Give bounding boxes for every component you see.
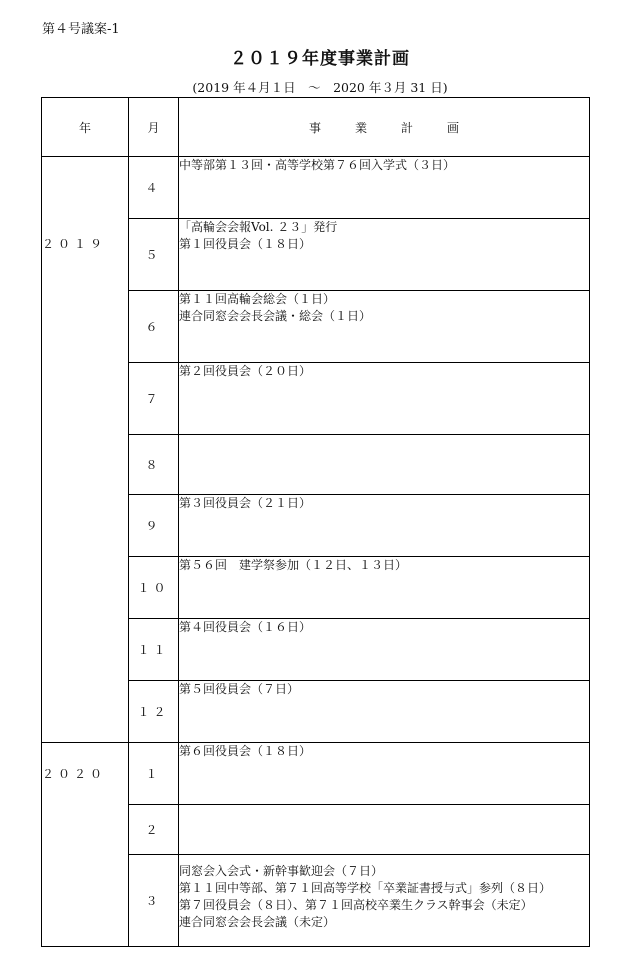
event-line: 第７回役員会（８日）、第７１回高校卒業生クラス幹事会（未定） xyxy=(179,898,533,912)
event-cell xyxy=(179,219,590,291)
month-cell: ３ xyxy=(129,855,179,947)
document-number-label: 第４号議案-1 xyxy=(42,22,120,37)
event-cell xyxy=(179,681,590,743)
month-cell: １０ xyxy=(129,557,179,619)
column-header-month: 月 xyxy=(129,98,179,157)
event-line: 第５回役員会（７日） xyxy=(179,682,300,696)
column-header-year: 年 xyxy=(42,98,129,157)
page-title: ２０１９年度事業計画 xyxy=(230,49,410,69)
event-line: 第１回役員会（１８日） xyxy=(179,237,312,251)
event-line: 第３回役員会（２１日） xyxy=(179,496,312,510)
month-cell: ５ xyxy=(129,219,179,291)
event-cell xyxy=(179,291,590,363)
event-line: 第５６回 建学祭参加（１２日、１３日） xyxy=(179,558,408,572)
event-cell xyxy=(179,855,590,947)
table-header-row xyxy=(42,98,590,157)
event-line: 第４回役員会（１６日） xyxy=(179,620,312,634)
event-line: 連合同窓会会長会議・総会（１日） xyxy=(179,309,372,323)
fiscal-period: (2019 年４月１日 ～ 2020 年３月 31 日) xyxy=(192,80,448,95)
table-row xyxy=(42,743,590,805)
event-line: 第６回役員会（１８日） xyxy=(179,744,312,758)
column-header-plan: 事業計画 xyxy=(179,98,590,157)
event-line: 連合同窓会会長会議（未定） xyxy=(179,915,336,929)
event-line: 「高輪会会報Vol. ２３」発行 xyxy=(179,220,338,234)
month-cell: ６ xyxy=(129,291,179,363)
table-body xyxy=(42,157,590,947)
year-cell: ２０１９ xyxy=(42,157,129,743)
event-line: 同窓会入会式・新幹事歓迎会（７日） xyxy=(179,864,384,878)
month-cell: ４ xyxy=(129,157,179,219)
event-line: 中等部第１３回・高等学校第７６回入学式（３日） xyxy=(179,158,456,172)
event-cell xyxy=(179,557,590,619)
month-cell: ２ xyxy=(129,805,179,855)
event-cell xyxy=(179,435,590,495)
month-cell: ９ xyxy=(129,495,179,557)
table-row xyxy=(42,157,590,219)
business-plan-table xyxy=(41,97,590,947)
month-cell: １１ xyxy=(129,619,179,681)
event-line: 第２回役員会（２０日） xyxy=(179,364,312,378)
month-cell: １２ xyxy=(129,681,179,743)
event-cell xyxy=(179,363,590,435)
event-cell xyxy=(179,619,590,681)
event-line: 第１１回中等部、第７１回高等学校「卒業証書授与式」参列（８日） xyxy=(179,881,552,895)
event-cell xyxy=(179,743,590,805)
month-cell: ８ xyxy=(129,435,179,495)
event-cell xyxy=(179,157,590,219)
event-cell xyxy=(179,805,590,855)
month-cell: １ xyxy=(129,743,179,805)
event-cell xyxy=(179,495,590,557)
month-cell: ７ xyxy=(129,363,179,435)
year-cell: ２０２０ xyxy=(42,743,129,947)
event-line: 第１１回高輪会総会（１日） xyxy=(179,292,336,306)
